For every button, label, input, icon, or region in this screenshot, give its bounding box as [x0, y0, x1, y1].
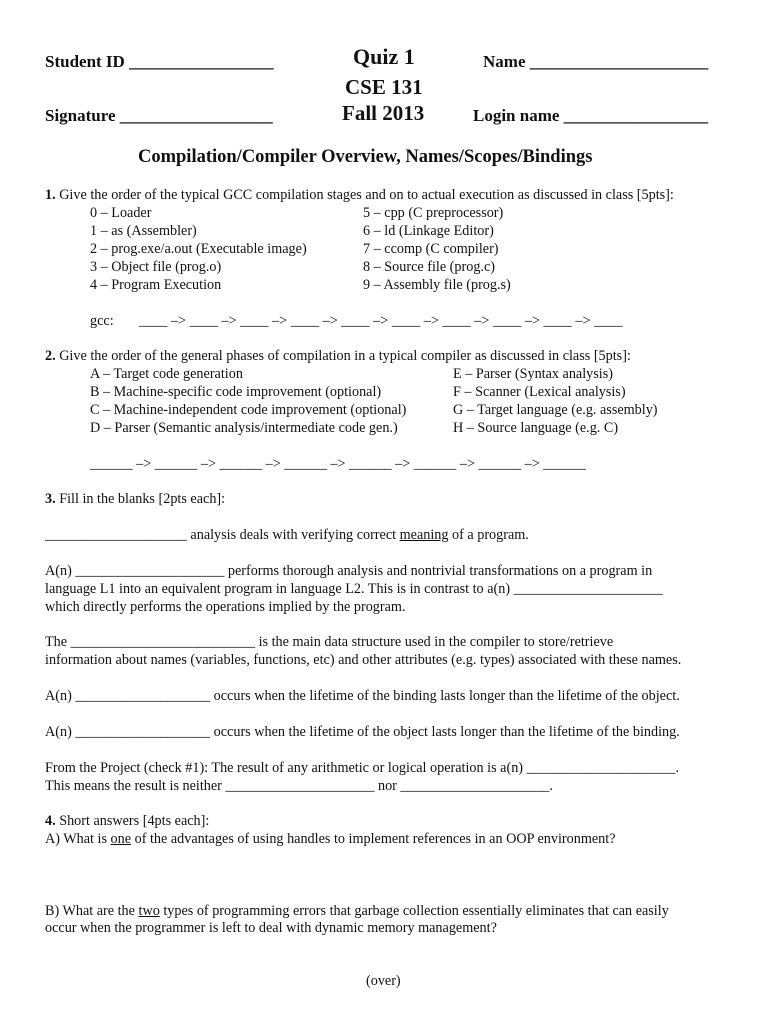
page-footer: (over): [366, 973, 401, 989]
q2-answer-blanks[interactable]: ______ –> ______ –> ______ –> ______ –> ______ –> ______ –> ______ –> ______: [90, 456, 586, 472]
q4a-underlined: one: [110, 831, 132, 847]
q1-text: Give the order of the typical GCC compilation stages and on to actual execution as discussed in class [5pts]:: [55, 187, 674, 203]
q3-sentence-binding-longer[interactable]: A(n) ___________________ occurs when the lifetime of the binding lasts longer than the lifetime of the object.: [45, 688, 680, 704]
q2-option: H – Source language (e.g. C): [453, 420, 619, 436]
q2-option: B – Machine-specific code improvement (optional): [90, 384, 382, 400]
q1-option: 2 – prog.exe/a.out (Executable image): [90, 241, 307, 257]
q1-option: 8 – Source file (prog.c): [363, 259, 495, 275]
q2-prompt: [45, 348, 631, 365]
q3-sentence-symbol-table[interactable]: The __________________________ is the main data structure used in the compiler to store/retrieve: [45, 634, 614, 650]
q4a-text: A) What is: [45, 831, 111, 847]
signature-field[interactable]: Signature __________________: [45, 106, 273, 125]
q3-sentence-compiler-line2[interactable]: language L1 into an equivalent program in language L2. This is in contrast to a(n) _____________________: [45, 581, 663, 597]
q2-text: Give the order of the general phases of compilation in a typical compiler as discussed in class [5pts]:: [55, 348, 631, 364]
q3-sentence-project-line2[interactable]: This means the result is neither _____________________ nor _____________________.: [45, 778, 553, 794]
q3-prompt: [45, 491, 225, 508]
q1-number: 1.: [45, 187, 56, 203]
q3-sentence-project[interactable]: From the Project (check #1): The result of any arithmetic or logical operation is a(n) _____________________.: [45, 760, 680, 776]
q3-number: 3.: [45, 491, 56, 507]
q4b-end: types of programming errors that garbage collection essentially eliminates that can easily: [159, 903, 669, 919]
q4-question-a: [45, 831, 616, 848]
q3-sentence-object-longer[interactable]: A(n) ___________________ occurs when the lifetime of the object lasts longer than the lifetime of the binding.: [45, 724, 680, 740]
q1-option: 0 – Loader: [90, 205, 152, 221]
q2-option: G – Target language (e.g. assembly): [453, 402, 658, 418]
q1-option: 6 – ld (Linkage Editor): [363, 223, 494, 239]
q1-option: 3 – Object file (prog.o): [90, 259, 222, 275]
q4b-text: B) What are the: [45, 903, 139, 919]
q2-option: F – Scanner (Lexical analysis): [453, 384, 626, 400]
q2-number: 2.: [45, 348, 56, 364]
q1-option: 5 – cpp (C preprocessor): [363, 205, 504, 221]
q3-s1-text: ____________________ analysis deals with verifying correct: [45, 527, 400, 543]
q1-option: 4 – Program Execution: [90, 277, 222, 293]
q3-s1-end: of a program.: [448, 527, 529, 543]
q4-question-b-line2: occur when the programmer is left to deal with dynamic memory management?: [45, 920, 497, 936]
q3-s1-underlined: meaning: [399, 527, 449, 543]
q4-question-b: [45, 903, 669, 920]
q3-sentence-compiler[interactable]: A(n) _____________________ performs thorough analysis and nontrivial transformations on a program in: [45, 563, 653, 579]
q4b-underlined: two: [138, 903, 160, 919]
name-field[interactable]: Name _____________________: [483, 52, 709, 71]
q1-option: 7 – ccomp (C compiler): [363, 241, 499, 257]
student-id-field[interactable]: Student ID _________________: [45, 52, 274, 71]
q2-option: C – Machine-independent code improvement (optional): [90, 402, 407, 418]
q2-option: D – Parser (Semantic analysis/intermediate code gen.): [90, 420, 398, 436]
term: Fall 2013: [342, 101, 425, 125]
q1-gcc-label: gcc:: [90, 313, 114, 329]
q2-option: E – Parser (Syntax analysis): [453, 366, 613, 382]
q1-option: 1 – as (Assembler): [90, 223, 197, 239]
q3-sentence-compiler-line3: which directly performs the operations implied by the program.: [45, 599, 406, 615]
course-code: CSE 131: [345, 75, 423, 99]
page-title: Compilation/Compiler Overview, Names/Scopes/Bindings: [138, 147, 593, 167]
login-name-field[interactable]: Login name _________________: [473, 106, 709, 125]
q1-option: 9 – Assembly file (prog.s): [363, 277, 511, 293]
q3-text: Fill in the blanks [2pts each]:: [55, 491, 226, 507]
quiz-title: Quiz 1: [353, 44, 415, 69]
q3-sentence-semantic[interactable]: [45, 527, 529, 544]
q4a-end: of the advantages of using handles to implement references in an OOP environment?: [131, 831, 616, 847]
q4-text: Short answers [4pts each]:: [55, 813, 210, 829]
q4-number: 4.: [45, 813, 56, 829]
q2-option: A – Target code generation: [90, 366, 243, 382]
q4-prompt: [45, 813, 209, 830]
q1-prompt: [45, 187, 674, 204]
q3-sentence-symbol-table-line2: information about names (variables, functions, etc) and other attributes (e.g. types) associated with these names.: [45, 652, 682, 668]
q1-answer-blanks[interactable]: ____ –> ____ –> ____ –> ____ –> ____ –> ____ –> ____ –> ____ –> ____ –> ____: [139, 313, 623, 329]
